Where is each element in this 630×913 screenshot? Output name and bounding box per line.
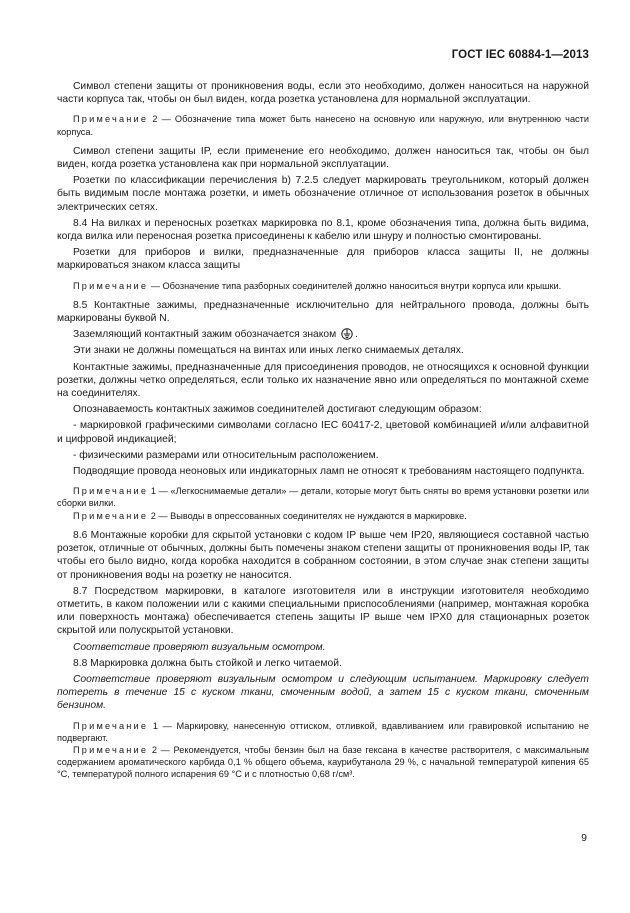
note-text: 1 — «Легкоснимаемые детали» — детали, которые могут быть сняты во время установки розетки или сборки вилки.	[57, 486, 589, 509]
paragraph: Опознаваемость контактных зажимов соединителей достигают следующим образом:	[73, 404, 482, 416]
paragraph	[57, 328, 589, 341]
note-label: Примечание	[73, 510, 149, 521]
paragraph-text: .	[355, 329, 358, 341]
paragraph: Символ степени защиты IP, если применение его необходимо, должен наноситься так, чтобы он был виден, когда розетка установлена как при нормальной эксплуатации.	[57, 145, 589, 171]
earth-symbol-icon	[341, 328, 353, 340]
note-label: Примечание	[73, 744, 149, 755]
note-text: — Обозначение типа разборных соединителей должно наноситься внутри корпуса или крышки.	[148, 280, 562, 291]
paragraph: Контактные зажимы, предназначенные для присоединения проводов, не относящихся к основной функции розетки, должны четко определяться, если только их назначение явно или определяться по монтажной схеме на соединителях.	[57, 361, 589, 400]
paragraph: 8.8 Маркировка должна быть стойкой и легко читаемой.	[73, 657, 342, 669]
paragraph: 8.4 На вилках и переносных розетках маркировка по 8.1, кроме обозначения типа, должна быть видима, когда вилка или переносная розетка присоединены к кабелю или шнуру и полностью смонтированы.	[57, 217, 589, 243]
note	[57, 485, 589, 509]
paragraph: 8.7 Посредством маркировки, в каталоге изготовителя или в инструкции изготовителя необходимо отметить, в каком положении или с какими специальными приспособлениями (например, монтажная коробка или поверхность монтажа) обеспечивается степень защиты IP выше чем IPX0 для стационарных розеток скрытой или полускрытой установки.	[57, 585, 589, 637]
note-text: 2 — Рекомендуется, чтобы бензин был на базе гексана в качестве растворителя, с максимальным содержанием ароматического карбида 0,1 % общего объема, каурибутанола 29 %, с начальной температурой кипения 65 °С, температурой полного испарения 69 °С и с плотностью 0,68 г/см³.	[57, 744, 589, 780]
paragraph: 8.5 Контактные зажимы, предназначенные исключительно для нейтрального провода, должны быть маркированы буквой N.	[57, 299, 589, 325]
note	[57, 744, 589, 781]
note-label: Примечание	[73, 114, 149, 125]
note-text: 2 — Обозначение типа может быть нанесено на основную или наружную, или внутреннюю части корпуса.	[57, 114, 589, 137]
paragraph-text: Заземляющий контактный зажим обозначается знаком	[73, 329, 337, 341]
document-header: ГОСТ IEC 60884-1—2013	[451, 49, 589, 61]
paragraph: Символ степени защиты от проникновения воды, если это необходимо, должен наноситься на наружной части корпуса так, чтобы он был виден, когда розетка установлена для нормальной эксплуатации.	[57, 81, 589, 106]
page-number: 9	[581, 832, 587, 844]
paragraph: Подводящие провода неоновых или индикаторных ламп не относят к требованиям настоящего подпункта.	[73, 466, 585, 478]
note-label: Примечание	[73, 486, 149, 497]
note	[57, 280, 589, 292]
note	[57, 113, 589, 137]
body-text	[57, 80, 589, 781]
list-item: - физическими размерами или относительным расположением.	[73, 449, 379, 461]
note-label: Примечание	[73, 280, 149, 291]
paragraph: 8.6 Монтажные коробки для скрытой установки с кодом IP выше чем IP20, являющиеся составной частью розеток, отличные от обычных, должны быть помечены знаком степени защиты от проникновения воды IP, так чтобы его было видно, когда коробка находится в собранном состоянии, в этом случае знак степени защиты от проникновения воды на розетку не наносится.	[57, 529, 589, 581]
note	[57, 720, 589, 744]
paragraph-italic: Соответствие проверяют визуальным осмотром.	[73, 641, 326, 653]
list-item: - маркировкой графическими символами согласно IEC 60417-2, цветовой комбинацией и/или алфавитной и цифровой индикацией;	[57, 420, 589, 445]
note-label: Примечание	[73, 720, 149, 731]
paragraph: Розетки по классификации перечисления b) 7.2.5 следует маркировать треугольником, который должен быть видимым после монтажа розетки, и иметь обозначение отличное от использования розеток в обычных электрических сетях.	[57, 175, 589, 213]
note-text: 1 — Маркировку, нанесенную оттиском, отливкой, вдавливанием или гравировкой испытанию не подвергают.	[57, 720, 589, 743]
note	[57, 510, 589, 522]
note-text: 2 — Выводы в опрессованных соединителях не нуждаются в маркировке.	[148, 510, 467, 521]
paragraph-italic: Соответствие проверяют визуальным осмотром и следующим испытанием. Маркировку следует потереть в течение 15 с куском ткани, смоченным водой, а затем 15 с куском ткани, смоченным бензином.	[57, 673, 589, 712]
paragraph: Эти знаки не должны помещаться на винтах или иных легко снимаемых деталях.	[73, 345, 464, 357]
paragraph: Розетки для приборов и вилки, предназначенные для приборов класса защиты II, не должны маркироваться знаком класса защиты	[57, 247, 589, 272]
